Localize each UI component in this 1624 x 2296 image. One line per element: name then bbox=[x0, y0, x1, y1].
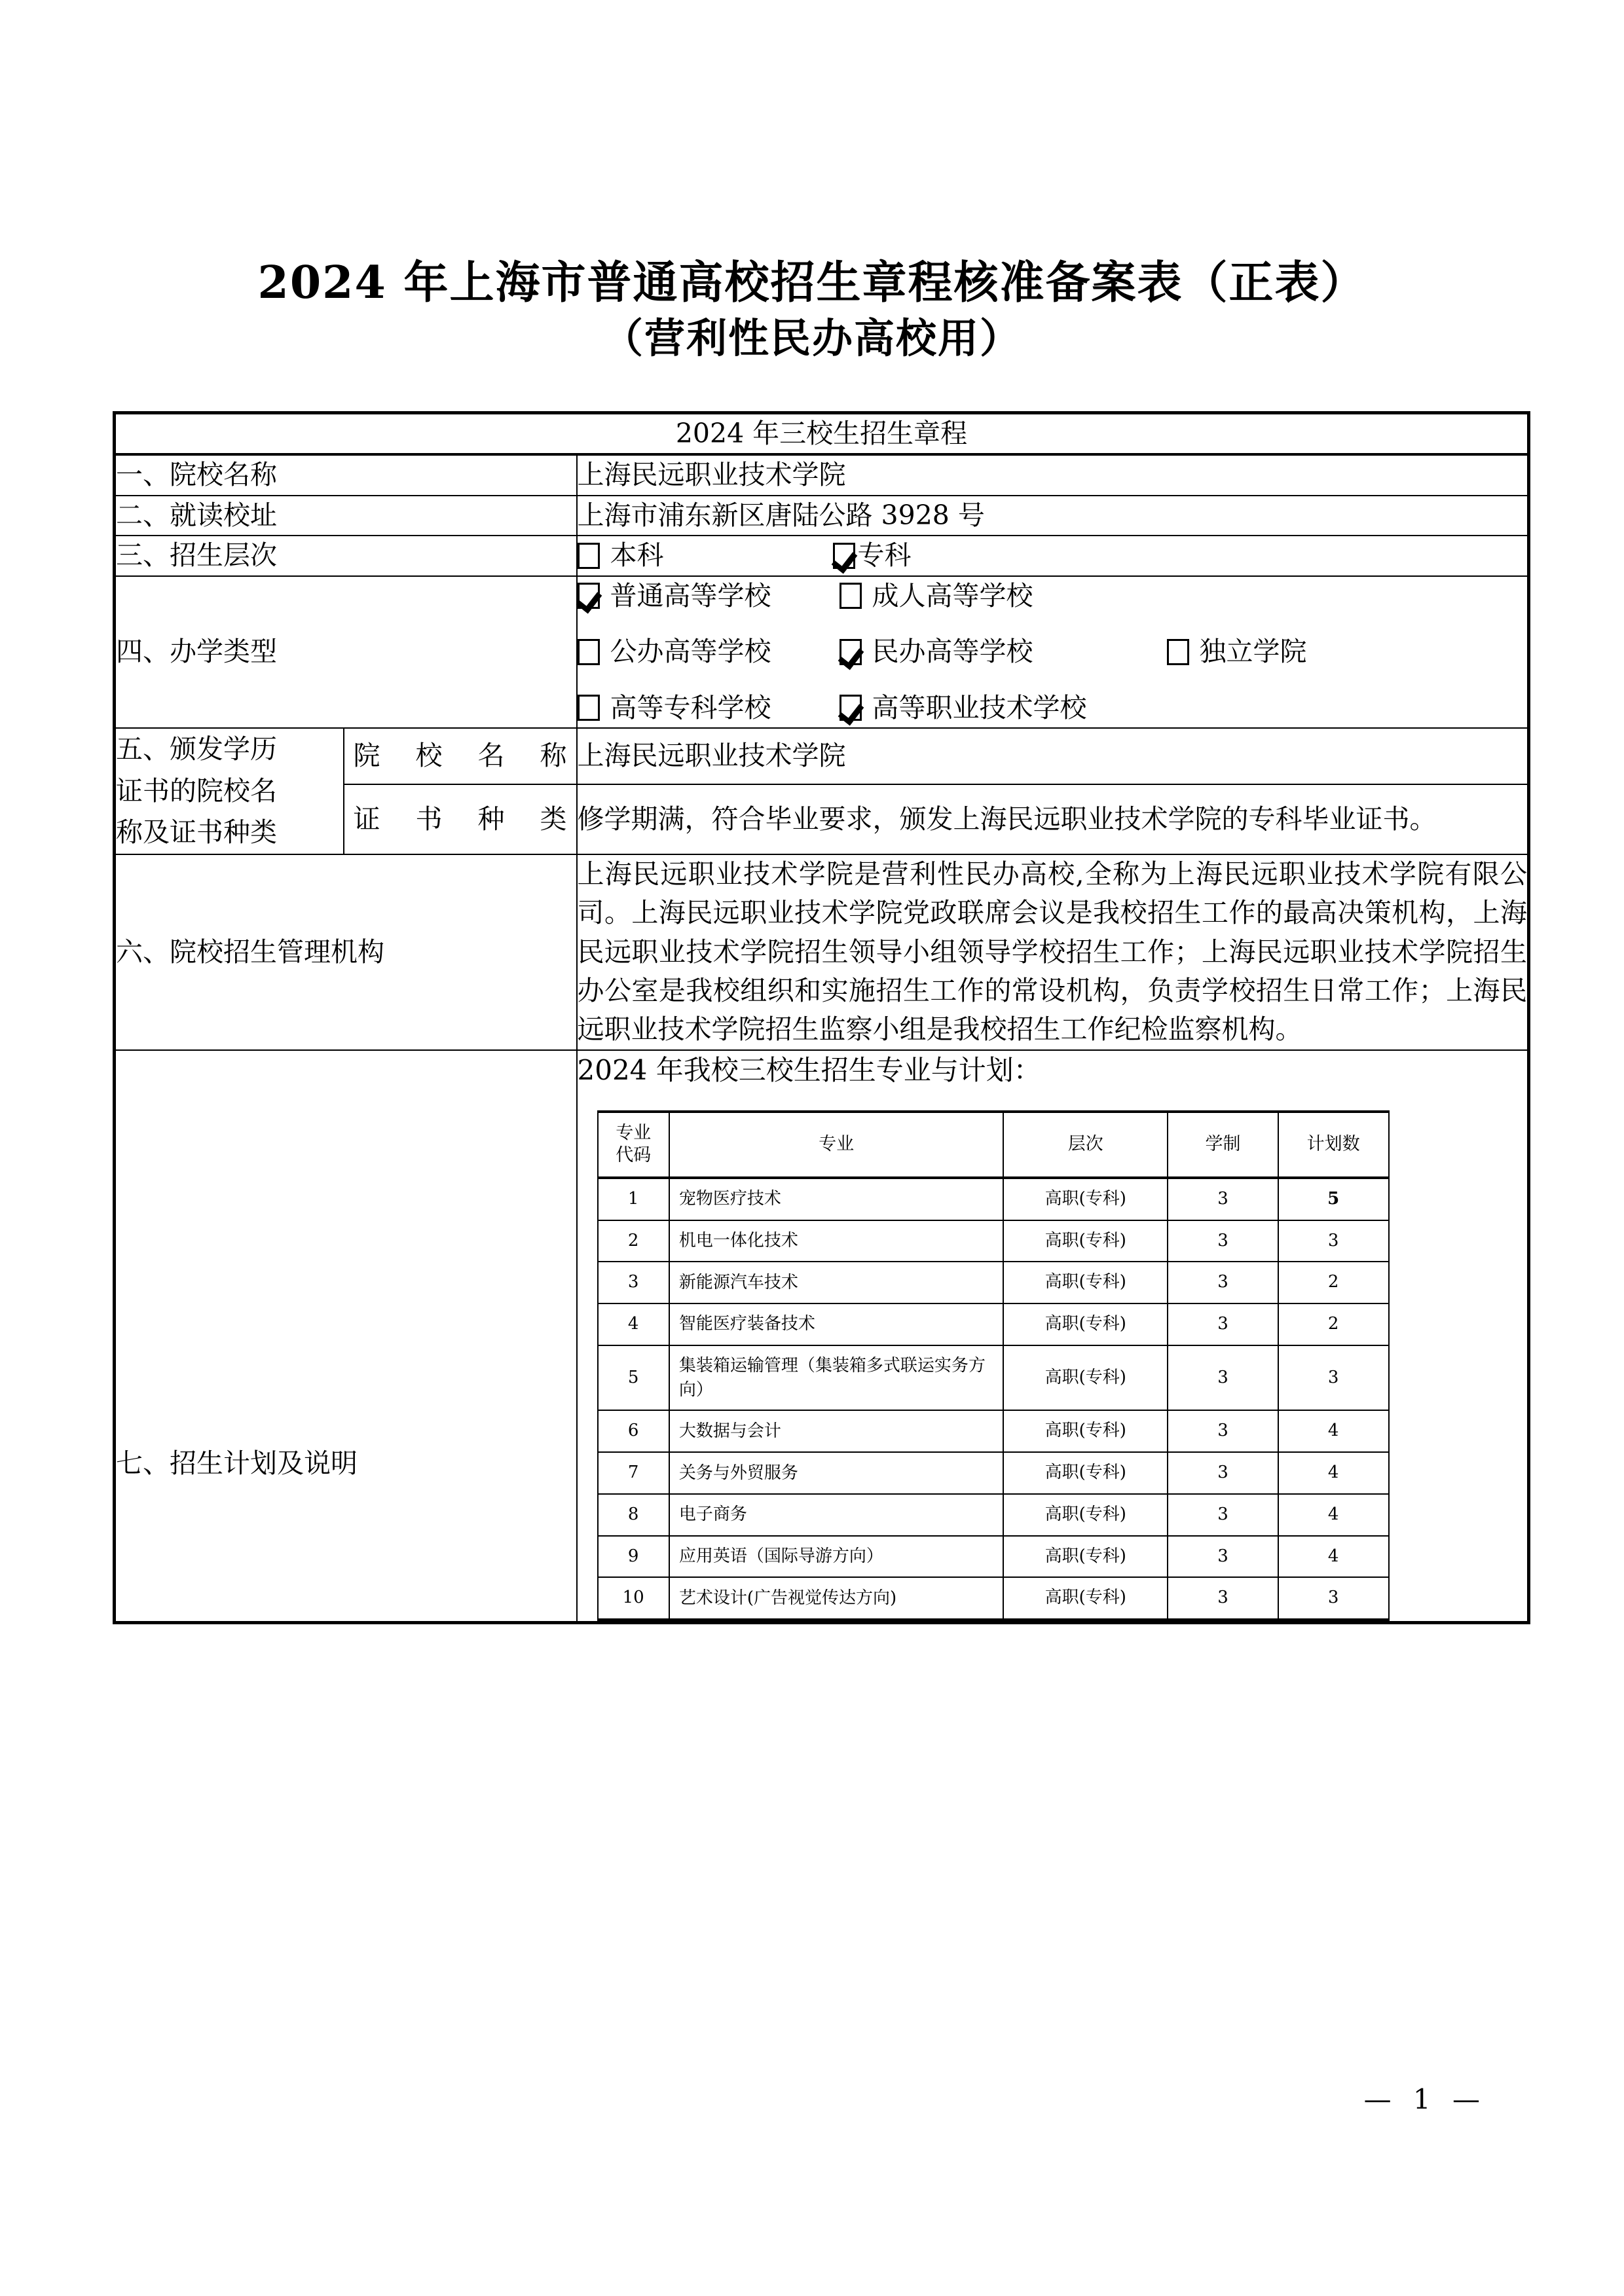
certificate-label-line-2: 证书的院校名 bbox=[116, 774, 277, 807]
cell-major-name: 艺术设计(广告视觉传达方向) bbox=[669, 1577, 1004, 1620]
col-header-line-1: 专业 bbox=[616, 1122, 652, 1143]
cell-years: 3 bbox=[1168, 1452, 1278, 1494]
table-row-admission-level bbox=[115, 536, 1529, 575]
cell-major-code: 10 bbox=[598, 1577, 669, 1620]
checkbox-label: 专科 bbox=[857, 539, 912, 572]
cell-years: 3 bbox=[1168, 1220, 1278, 1262]
checkbox-item-benke[interactable] bbox=[578, 536, 833, 575]
cell-major-name: 应用英语（国际导游方向） bbox=[669, 1536, 1004, 1578]
cell-quota: 5 bbox=[1278, 1178, 1389, 1220]
checkbox-label: 独立学院 bbox=[1199, 636, 1307, 668]
plan-intro-text: 2024 年我校三校生招生专业与计划： bbox=[577, 1053, 1041, 1086]
checkbox-label: 高等职业技术学校 bbox=[872, 691, 1087, 723]
table-row-school-name bbox=[115, 454, 1529, 495]
row-value-admission-org: 上海民远职业技术学院是营利性民办高校,全称为上海民远职业技术学院有限公司。上海民远职业技术学院党政联席会议是我校招生工作的最高决策机构，上海民远职业技术学院招生领导小组领导学校招生工作；上海民远职业技术学院招生办公室是我校组织和实施招生工作的常设机构，负责学校招生日常工作；上海民远职业技术学院招生监察小组是我校招生工作纪检监察机构。 bbox=[577, 854, 1529, 1050]
table-row bbox=[598, 1303, 1389, 1345]
cell-major-code: 7 bbox=[598, 1452, 669, 1494]
cell-quota: 4 bbox=[1278, 1494, 1389, 1536]
row-label-admission-plan: 七、招生计划及说明 bbox=[115, 1050, 577, 1622]
certificate-label-line-3: 称及证书种类 bbox=[116, 816, 277, 848]
cell-quota: 3 bbox=[1278, 1220, 1389, 1262]
table-row-admission-org bbox=[115, 854, 1529, 1050]
checkbox-checked-icon[interactable] bbox=[833, 543, 855, 569]
row-value-campus-address: 上海市浦东新区唐陆公路 3928 号 bbox=[577, 496, 1529, 536]
checkbox-item-gaodeng-zhuanke[interactable] bbox=[578, 689, 840, 727]
checkbox-group-admission-level bbox=[578, 536, 1528, 575]
checkbox-label: 民办高等学校 bbox=[872, 636, 1033, 668]
row-value-school-name: 上海民远职业技术学院 bbox=[577, 454, 1529, 495]
cell-major-code: 3 bbox=[598, 1262, 669, 1303]
table-row bbox=[598, 1178, 1389, 1220]
row-label-certificate bbox=[115, 728, 344, 854]
cell-major-code: 5 bbox=[598, 1345, 669, 1411]
plan-table-body bbox=[598, 1178, 1389, 1620]
table-row bbox=[598, 1220, 1389, 1262]
col-header-years: 学制 bbox=[1168, 1112, 1278, 1178]
cell-quota: 2 bbox=[1278, 1303, 1389, 1345]
checkbox-item-minban-gaodeng[interactable] bbox=[840, 632, 1167, 671]
checkbox-item-gaodeng-zhiye[interactable] bbox=[840, 689, 1087, 727]
cell-quota: 4 bbox=[1278, 1536, 1389, 1578]
row-label-campus-address: 二、就读校址 bbox=[115, 496, 577, 536]
cell-years: 3 bbox=[1168, 1494, 1278, 1536]
table-row bbox=[598, 1577, 1389, 1620]
checkbox-unchecked-icon[interactable] bbox=[840, 583, 862, 609]
col-header-major: 专业 bbox=[669, 1112, 1004, 1178]
cell-major-name: 关务与外贸服务 bbox=[669, 1452, 1004, 1494]
cell-quota: 3 bbox=[1278, 1577, 1389, 1620]
certificate-label-line-1: 五、颁发学历 bbox=[116, 733, 277, 765]
cell-level: 高职(专科) bbox=[1003, 1345, 1168, 1411]
checkbox-group-school-type-3 bbox=[578, 689, 1528, 727]
checkbox-item-duli-xueyuan[interactable] bbox=[1167, 632, 1307, 671]
col-header-level: 层次 bbox=[1003, 1112, 1168, 1178]
cell-quota: 3 bbox=[1278, 1345, 1389, 1411]
row-value-admission-level bbox=[577, 536, 1529, 575]
checkbox-checked-icon[interactable] bbox=[840, 639, 862, 665]
checkbox-unchecked-icon[interactable] bbox=[1167, 639, 1189, 665]
row-label-admission-org: 六、院校招生管理机构 bbox=[115, 854, 577, 1050]
sub-label-institution-name bbox=[344, 728, 577, 784]
page-subtitle: （营利性民办高校用） bbox=[602, 314, 1022, 363]
checkbox-label: 成人高等学校 bbox=[872, 579, 1033, 611]
cell-major-name: 智能医疗装备技术 bbox=[669, 1303, 1004, 1345]
cell-years: 3 bbox=[1168, 1345, 1278, 1411]
cell-level: 高职(专科) bbox=[1003, 1452, 1168, 1494]
table-row-certificate-school bbox=[115, 728, 1529, 784]
cell-major-name: 新能源汽车技术 bbox=[669, 1262, 1004, 1303]
form-banner: 2024 年三校生招生章程 bbox=[115, 413, 1529, 455]
cell-level: 高职(专科) bbox=[1003, 1577, 1168, 1620]
majors-plan-table bbox=[597, 1110, 1390, 1621]
cell-level: 高职(专科) bbox=[1003, 1494, 1168, 1536]
table-row-banner bbox=[115, 413, 1529, 455]
sub-label-text: 证书种类 bbox=[353, 803, 567, 835]
main-form-table bbox=[113, 411, 1530, 1624]
col-header-quota: 计划数 bbox=[1278, 1112, 1389, 1178]
cell-level: 高职(专科) bbox=[1003, 1303, 1168, 1345]
cell-major-code: 6 bbox=[598, 1410, 669, 1452]
plan-table-header-row bbox=[598, 1112, 1389, 1178]
col-header-major-code bbox=[598, 1112, 669, 1178]
cell-quota: 2 bbox=[1278, 1262, 1389, 1303]
row-label-school-type: 四、办学类型 bbox=[115, 576, 577, 728]
checkbox-item-putong-gaodeng[interactable] bbox=[578, 577, 840, 615]
cell-major-code: 2 bbox=[598, 1220, 669, 1262]
checkbox-label: 本科 bbox=[610, 539, 664, 572]
cell-years: 3 bbox=[1168, 1536, 1278, 1578]
cell-major-code: 1 bbox=[598, 1178, 669, 1220]
row-label-admission-level: 三、招生层次 bbox=[115, 536, 577, 575]
cell-years: 3 bbox=[1168, 1178, 1278, 1220]
cell-years: 3 bbox=[1168, 1577, 1278, 1620]
table-row bbox=[598, 1262, 1389, 1303]
cell-level: 高职(专科) bbox=[1003, 1262, 1168, 1303]
cell-major-code: 4 bbox=[598, 1303, 669, 1345]
cell-level: 高职(专科) bbox=[1003, 1536, 1168, 1578]
table-row bbox=[598, 1494, 1389, 1536]
checkbox-unchecked-icon[interactable] bbox=[578, 543, 600, 569]
row-label-school-name: 一、院校名称 bbox=[115, 454, 577, 495]
checkbox-group-school-type-2 bbox=[578, 632, 1528, 671]
table-row bbox=[598, 1452, 1389, 1494]
cell-major-name: 宠物医疗技术 bbox=[669, 1178, 1004, 1220]
cell-years: 3 bbox=[1168, 1303, 1278, 1345]
checkbox-unchecked-icon[interactable] bbox=[578, 639, 600, 665]
row-value-certificate-type: 修学期满，符合毕业要求，颁发上海民远职业技术学院的专科毕业证书。 bbox=[577, 784, 1529, 854]
row-value-school-type bbox=[577, 576, 1529, 728]
cell-years: 3 bbox=[1168, 1262, 1278, 1303]
cell-level: 高职(专科) bbox=[1003, 1410, 1168, 1452]
checkbox-checked-icon[interactable] bbox=[840, 695, 862, 721]
checkbox-label: 普通高等学校 bbox=[610, 579, 771, 611]
checkbox-label: 公办高等学校 bbox=[610, 636, 771, 668]
cell-level: 高职(专科) bbox=[1003, 1178, 1168, 1220]
cell-level: 高职(专科) bbox=[1003, 1220, 1168, 1262]
cell-major-name: 机电一体化技术 bbox=[669, 1220, 1004, 1262]
page-title: 2024 年上海市普通高校招生章程核准备案表（正表） bbox=[257, 257, 1367, 309]
checkbox-item-chengren-gaodeng[interactable] bbox=[840, 577, 1033, 615]
cell-quota: 4 bbox=[1278, 1452, 1389, 1494]
row-value-admission-plan bbox=[577, 1050, 1529, 1622]
document-title-block bbox=[0, 257, 1624, 364]
checkbox-label: 高等专科学校 bbox=[610, 691, 771, 723]
checkbox-checked-icon[interactable] bbox=[578, 583, 600, 609]
cell-major-name: 电子商务 bbox=[669, 1494, 1004, 1536]
table-row-school-type bbox=[115, 576, 1529, 728]
row-value-institution-name: 上海民远职业技术学院 bbox=[577, 728, 1529, 784]
cell-major-name: 集装箱运输管理（集装箱多式联运实务方向） bbox=[669, 1345, 1004, 1411]
page-number-footer: — 1 — bbox=[1363, 2083, 1486, 2115]
cell-years: 3 bbox=[1168, 1410, 1278, 1452]
checkbox-group-school-type-1 bbox=[578, 577, 1528, 615]
table-row-admission-plan bbox=[115, 1050, 1529, 1622]
cell-major-code: 9 bbox=[598, 1536, 669, 1578]
sub-label-certificate-type bbox=[344, 784, 577, 854]
col-header-line-2: 代码 bbox=[616, 1145, 652, 1166]
cell-major-name: 大数据与会计 bbox=[669, 1410, 1004, 1452]
cell-quota: 4 bbox=[1278, 1410, 1389, 1452]
cell-major-code: 8 bbox=[598, 1494, 669, 1536]
table-row bbox=[598, 1536, 1389, 1578]
sub-label-text: 院校名称 bbox=[353, 740, 567, 772]
table-row bbox=[598, 1410, 1389, 1452]
checkbox-unchecked-icon[interactable] bbox=[578, 695, 600, 721]
table-row-campus-address bbox=[115, 496, 1529, 536]
checkbox-item-gongban-gaodeng[interactable] bbox=[578, 632, 840, 671]
table-row bbox=[598, 1345, 1389, 1411]
checkbox-item-zhuanke[interactable] bbox=[833, 536, 912, 575]
